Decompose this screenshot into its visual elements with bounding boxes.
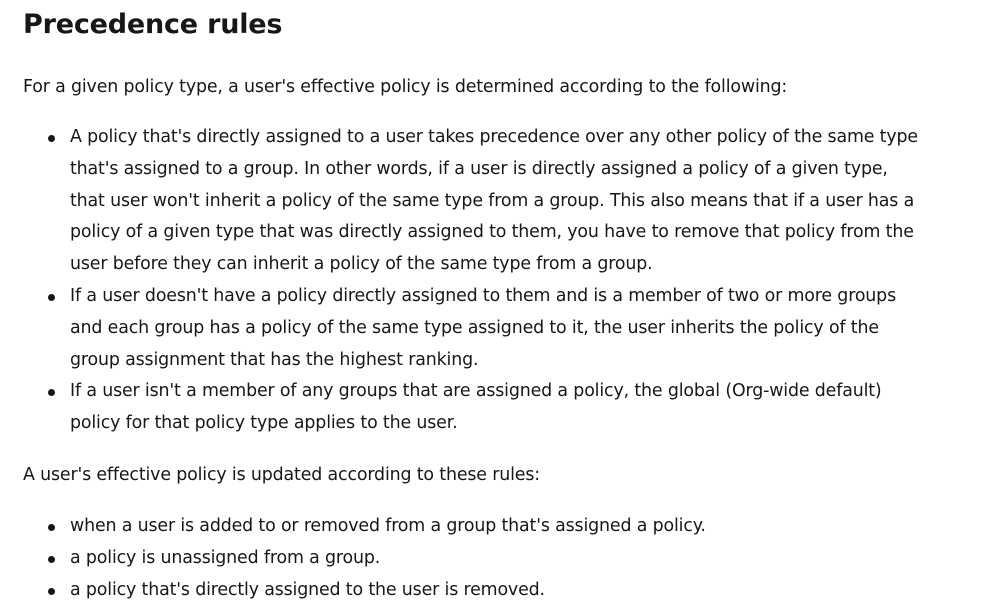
precedence-rules-list [23,122,923,440]
list-item [70,575,923,607]
bullet-icon [48,588,55,595]
update-rules-list [23,511,923,606]
update-intro-paragraph: A user's effective policy is updated according to these rules: [23,464,540,485]
section-heading: Precedence rules [23,9,283,40]
list-item-text: a policy that's directly assigned to the user is removed. [70,579,545,600]
bullet-icon [48,524,55,531]
list-item [70,511,923,543]
list-item-text: A policy that's directly assigned to a user takes precedence over any other policy of the same type that's assigned to a group. In other words, if a user is directly assigned a policy of a given type, that user won't inherit a policy of the same type from a group. This also means that if a user has a policy of a given type that was directly assigned to them, you have to remove that policy from the user before they can inherit a policy of the same type from a group. [70,127,918,275]
intro-paragraph: For a given policy type, a user's effective policy is determined according to the following: [23,77,788,97]
bullet-icon [48,294,55,301]
list-item-text: a policy is unassigned from a group. [70,547,381,568]
list-item [70,543,923,575]
bullet-icon [48,556,55,563]
list-item [70,122,923,281]
list-item [70,376,923,440]
list-item [70,281,923,376]
list-item-text: when a user is added to or removed from a group that's assigned a policy. [70,515,706,536]
list-item-text: If a user isn't a member of any groups that are assigned a policy, the global (Org-wide default) policy for that policy type applies to the user. [70,381,882,434]
bullet-icon [48,389,55,396]
bullet-icon [48,135,55,142]
list-item-text: If a user doesn't have a policy directly assigned to them and is a member of two or more groups and each group has a policy of the same type assigned to it, the user inherits the policy of the group assignment that has the highest ranking. [70,285,896,370]
